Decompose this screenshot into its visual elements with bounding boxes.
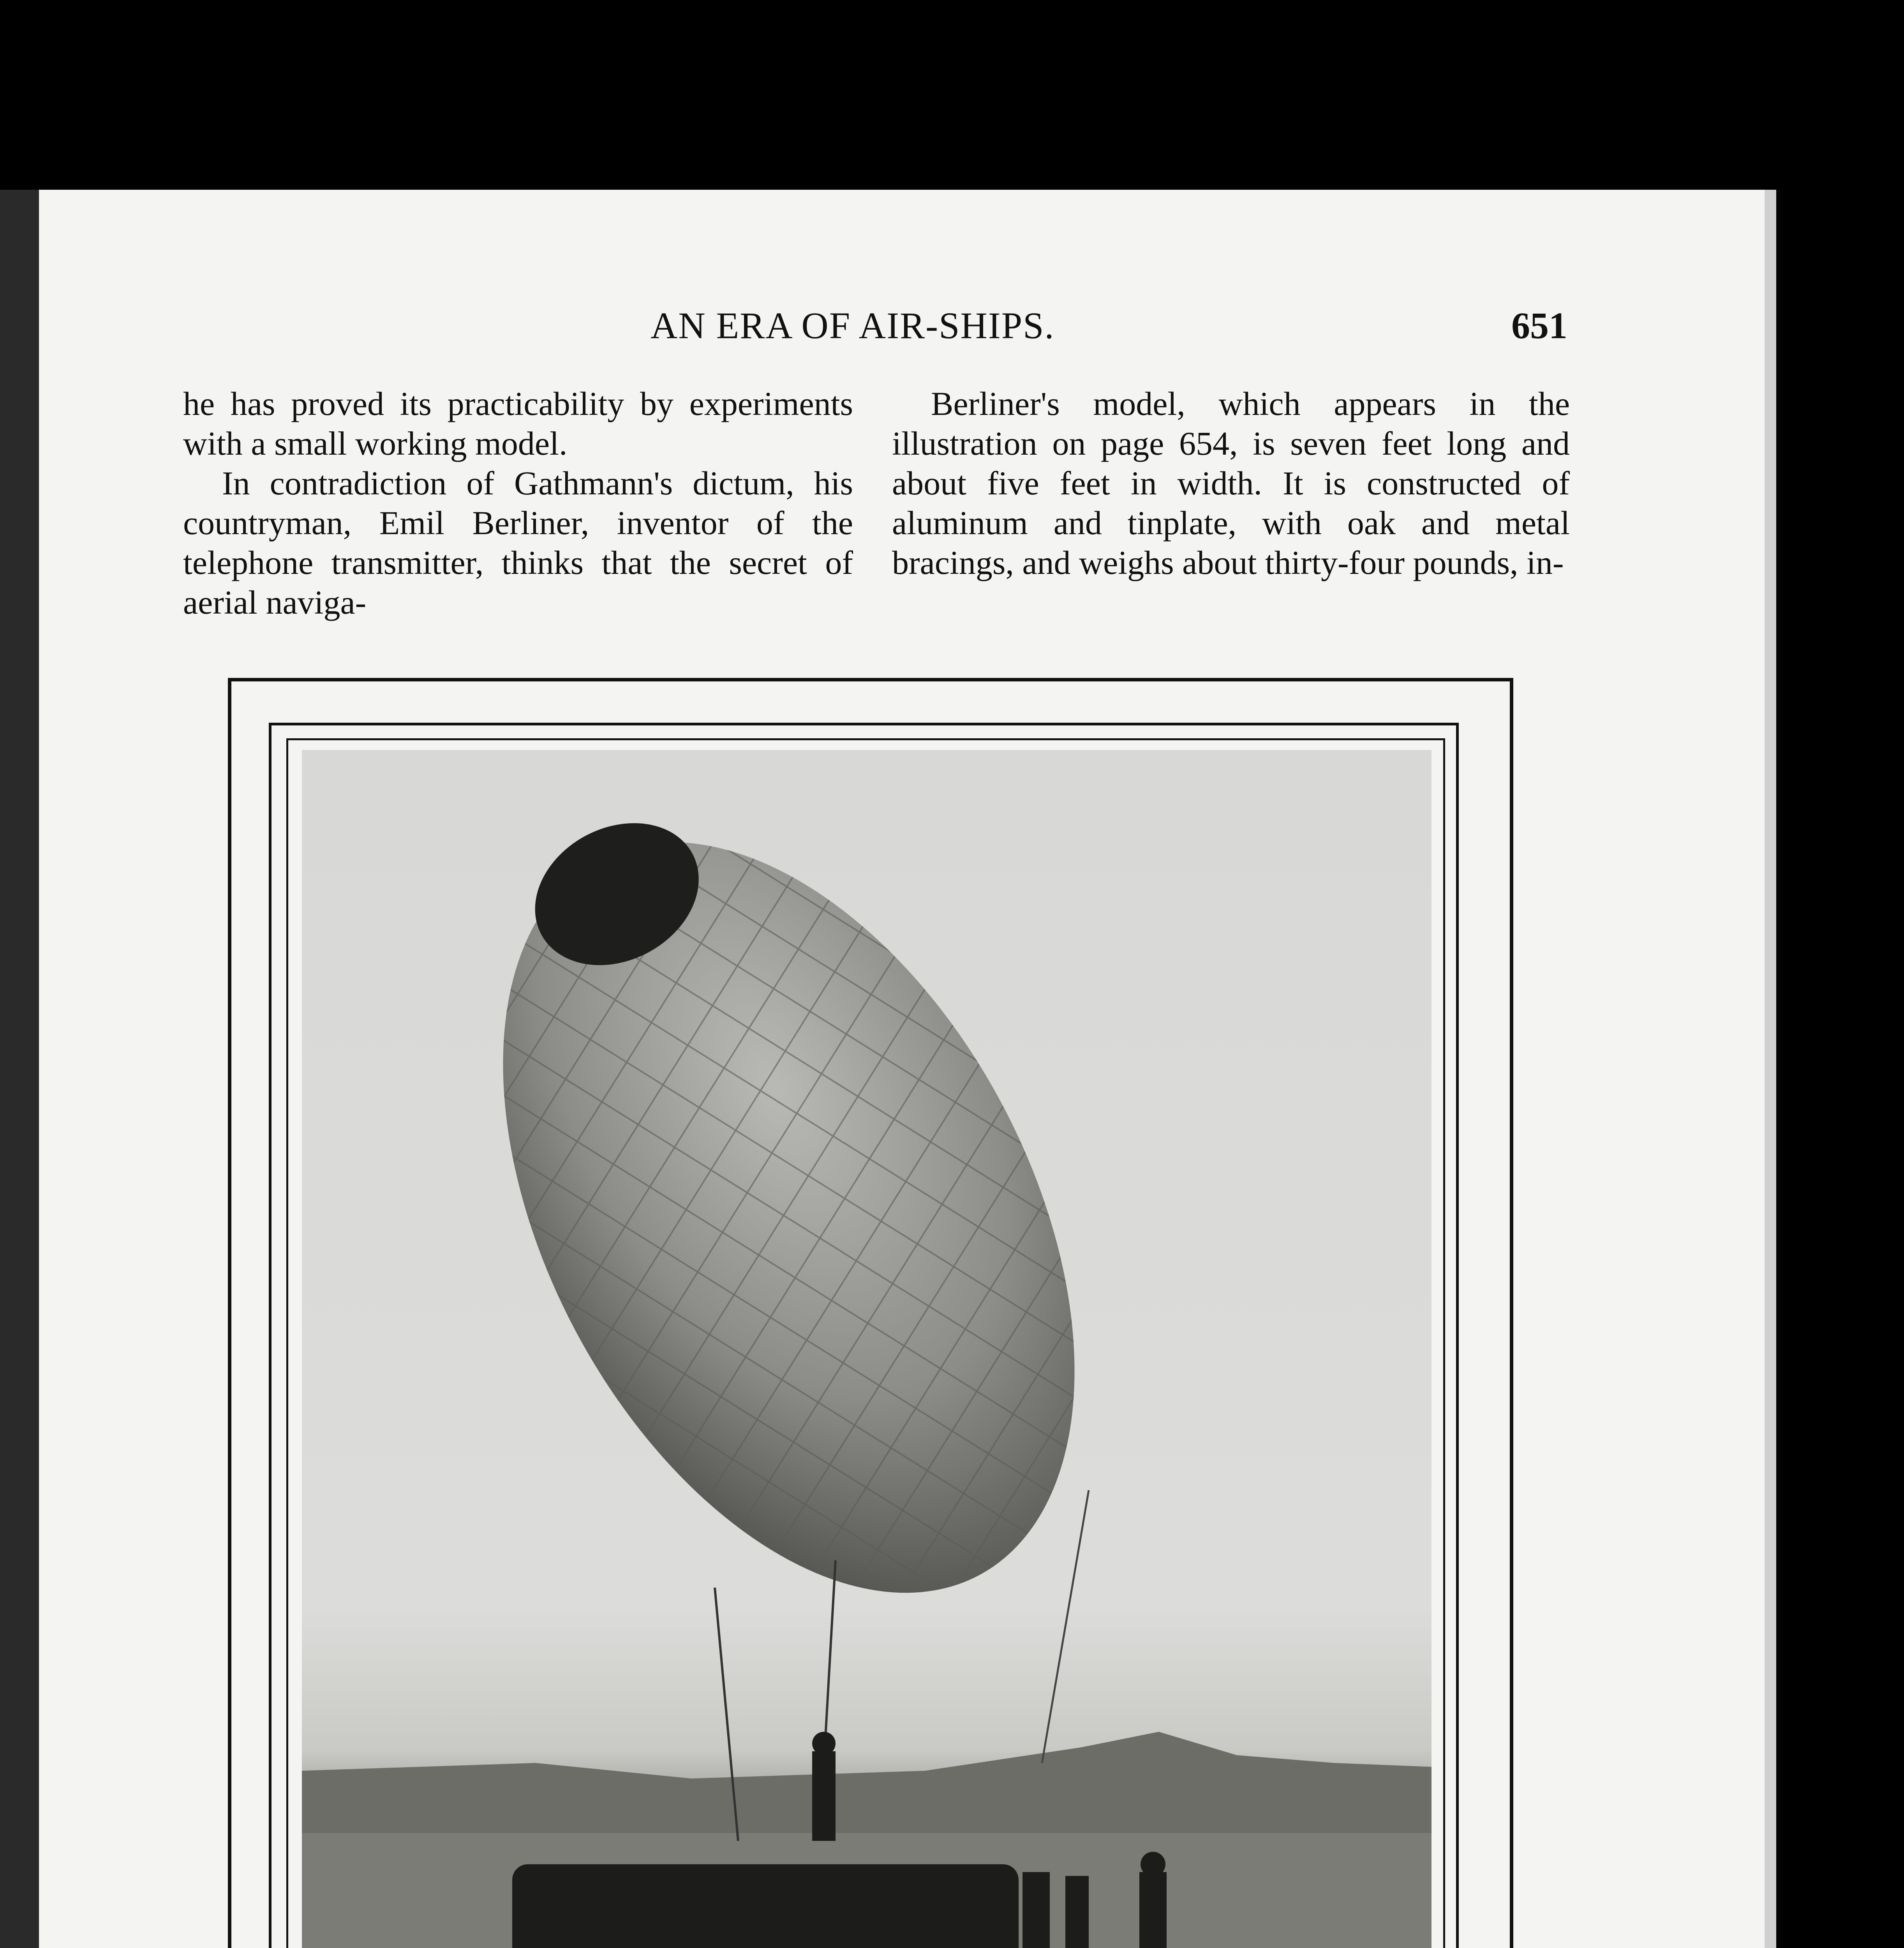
running-head: AN ERA OF AIR-SHIPS.	[651, 305, 1055, 346]
dirigible-balloon-photo	[302, 750, 1432, 1948]
text-column-top-left	[183, 384, 853, 622]
paragraph: he has proved its practicability by experiments with a small working model.	[183, 385, 853, 462]
paragraph: Berliner's model, which appears in the illustration on page 654, is seven feet long and about five feet in width. It is constructed of aluminum and tinplate, with oak and metal bracings, and weighs about thirty-four pounds, in-	[892, 385, 1570, 581]
paragraph: In contradiction of Gathmann's dictum, his countryman, Emil Berliner, inventor of the telephone transmitter, thinks that the secret of aerial naviga-	[183, 464, 853, 621]
dirigible-photo-illustration	[302, 750, 1432, 1948]
text-column-top-right	[892, 384, 1570, 582]
book-binding	[0, 190, 39, 1948]
page-edge	[1765, 190, 1776, 1948]
page-number: 651	[1511, 305, 1567, 346]
